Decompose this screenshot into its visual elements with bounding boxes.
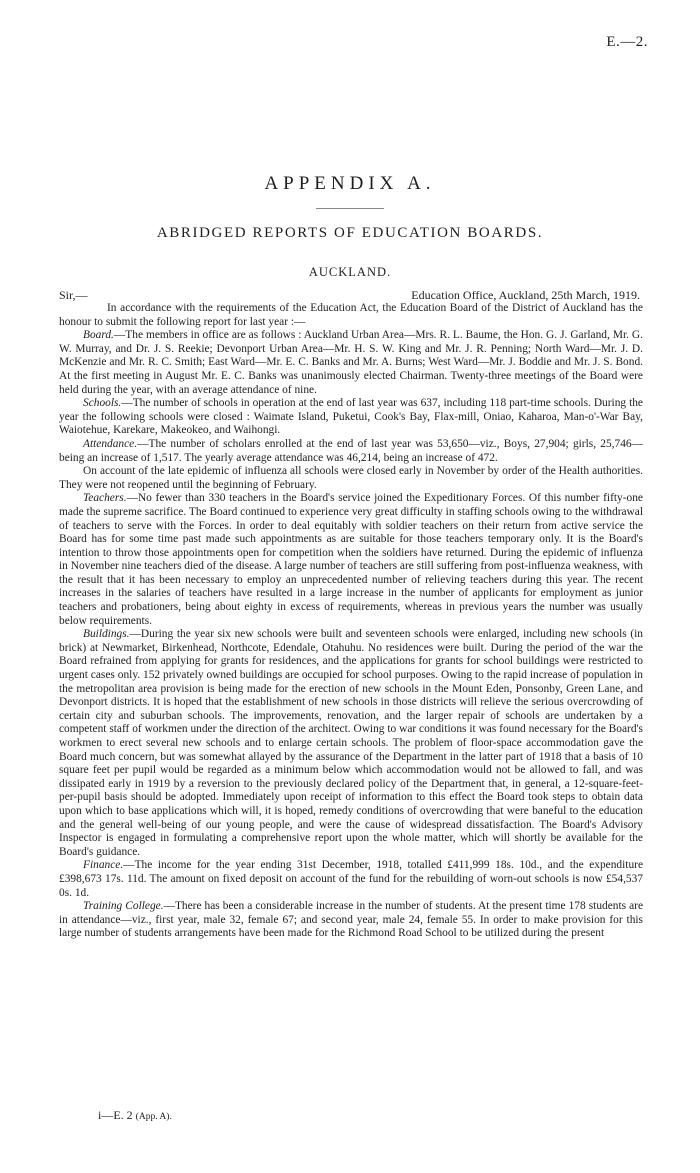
heading-board: Board. xyxy=(83,329,114,342)
paragraph-schools: Schools.—The number of schools in operation at the end of last year was 637, including 118 part-time schools. During the year the following schools were closed : Waimate Island, Puketui, Cook's Bay, Flax-mill, Oniao, Kaharoa, Man-o'-War Bay, Waiotehue, Karekare, Makeokeo, and Waihongi. xyxy=(59,397,643,437)
heading-buildings: Buildings. xyxy=(83,628,130,641)
paragraph-teachers: Teachers.—No fewer than 330 teachers in the Board's service joined the Expeditionary Forces. Of this number fifty-one made the supreme sacrifice. The Board continued to experience very great difficulty in staffing schools owing to the withdrawal of teachers to serve with the Forces. In order to deal equitably with soldier teachers on their return from active service the Board has for some time past made such appointments as are suitable for those teachers temporary only. It is the Board's intention to throw those appointments open for competition when the soldiers have returned. During the epidemic of influenza in November nine teachers died of the disease. A large number of teachers are still suffering from post-influenza weakness, with the result that it has been necessary to employ an unprecedented number of relieving teachers during this year. The recent increases in the salaries of teachers have resulted in a large increase in the number of applicants for employment as junior teachers and probationers, being about eighty in excess of requirements, whereas in previous years the number was usually below requirements. xyxy=(59,492,643,627)
report-title: ABRIDGED REPORTS OF EDUCATION BOARDS. xyxy=(156,225,544,241)
salutation: Sir,— xyxy=(59,288,88,302)
paragraph-buildings: Buildings.—During the year six new schools were built and seventeen schools were enlarged, including new schools (in brick) at Newmarket, Birkenhead, Northcote, Edendale, Otahuhu. No residences were built. During the period of the war the Board refrained from applying for grants for residences, and the applications for grants for school buildings were restricted to urgent cases only. 152 privately owned buildings are occupied for school purposes. Owing to the rapid increase of population in the metropolitan area provision is being made for the erection of new schools in the Mount Eden, Ponsonby, Green Lane, and Devonport districts. It is hoped that the establishment of new schools in those districts will relieve the serious overcrowding of certain city and suburban schools. The improvements, renovation, and the larger repair of schools are undertaken by a competent staff of workmen under the direction of the architect. Owing to war conditions it was found necessary for the Board's workmen to erect several new schools and to enlarge certain schools. The problem of floor-space accommodation gave the Board much concern, but was somewhat allayed by the assurance of the Department in the latter part of 1918 that a basis of 10 square feet per pupil would be regarded as a minimum below which accommodation would not be allowed to fall, and was dissipated early in 1919 by a reversion to the previously declared policy of the Department that, in general, a 12-square-feet-per-pupil basis should be adopted. Immediately upon receipt of information to this effect the Board took steps to obtain data upon which to base applications which will, it is hoped, remedy conditions of overcrowding that were baneful to the education and the general well-being of our young people, and were the cause of widespread dissatisfaction. The Board's Advisory Inspector is engaged in formulating a comprehensive report upon the whole matter, which will shortly be available for the Board's guidance. xyxy=(59,628,643,858)
heading-training-college: Training College. xyxy=(83,900,164,913)
paragraph-board: Board.—The members in office are as follows : Auckland Urban Area—Mrs. R. L. Baume, the Hon. G. J. Garland, Mr. G. W. Murray, and Dr. J. S. Reekie; Devonport Urban Area—Mr. H. S. W. King and Mr. J. R. Penning; North Ward—Mr. J. D. McKenzie and Mr. R. C. Smith; East Ward—Mr. E. C. Banks and Mr. A. Burns; West Ward—Mr. J. Boddie and Mr. J. S. Bond. At the first meeting in August Mr. E. C. Banks was unanimously elected Chairman. Twenty-three meetings of the Board were held during the year, with an average attendance of nine. xyxy=(59,329,643,396)
appendix-title: APPENDIX A. xyxy=(264,173,436,194)
heading-finance: Finance. xyxy=(83,859,124,872)
paragraph-training-college: Training College.—There has been a considerable increase in the number of students. At the present time 178 students are in attendance—viz., first year, male 32, female 67; and second year, male 24, female 55. In order to make provision for this large number of students arrangements have been made for the Richmond Road School to be utilized during the present xyxy=(59,900,644,940)
paragraph-finance: Finance.—The income for the year ending 31st December, 1918, totalled £411,999 18s. 10d., and the expenditure £398,673 17s. 11d. The amount on fixed deposit on account of the fund for the rebuilding of worn-out schools is now £54,537 0s. 1d. xyxy=(59,859,643,899)
paragraph-attendance: Attendance.—The number of scholars enrolled at the end of last year was 53,650—viz., Boys, 27,904; girls, 25,746—being an increase of 1,517. The yearly average attendance was 46,214, being an increase of 472. xyxy=(59,437,643,464)
footer-reference: i—E. 2 (App. A). xyxy=(98,1108,172,1122)
paragraph-intro: In accordance with the requirements of the Education Act, the Education Board of the District of Auckland has the honour to submit the following report for last year :— xyxy=(59,302,643,328)
heading-schools: Schools. xyxy=(83,397,122,410)
title-divider xyxy=(316,208,384,209)
report-body xyxy=(59,302,643,941)
heading-teachers: Teachers. xyxy=(83,492,127,505)
paragraph-influenza: On account of the late epidemic of influenza all schools were closed early in November by order of the Health authorities. They were not reopened until the beginning of February. xyxy=(59,465,643,491)
heading-attendance: Attendance. xyxy=(83,437,138,450)
office-date-line: Education Office, Auckland, 25th March, 1919. xyxy=(411,288,640,302)
page-reference: E.—2. xyxy=(606,34,648,50)
district-heading: AUCKLAND. xyxy=(308,265,392,279)
